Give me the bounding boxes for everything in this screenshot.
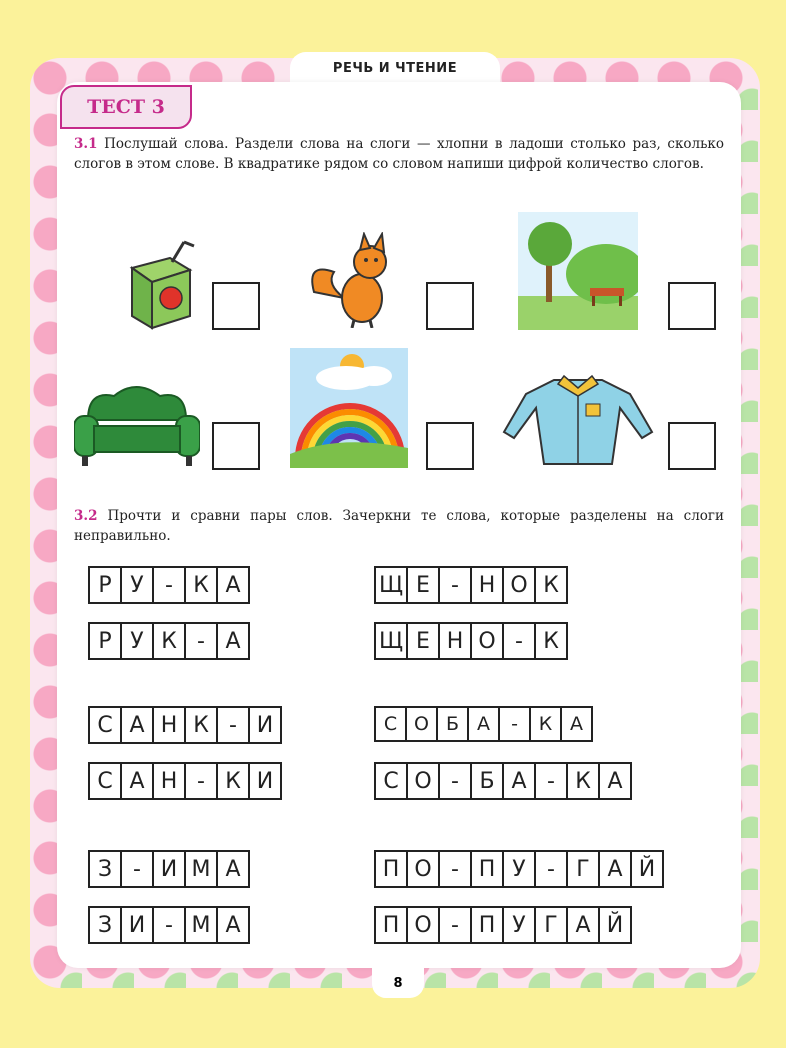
task-1-number: 3.1 bbox=[74, 136, 98, 152]
letter-cell: Н bbox=[440, 624, 472, 658]
letter-cell: О bbox=[408, 908, 440, 942]
sofa-icon bbox=[74, 380, 200, 468]
letter-cell: Н bbox=[154, 764, 186, 798]
letter-cell: Й bbox=[638, 856, 656, 882]
letter-cell: Б bbox=[472, 764, 504, 798]
letter-cell: А bbox=[568, 908, 600, 942]
letter-cell: - bbox=[440, 908, 472, 942]
letter-cell: - bbox=[536, 852, 568, 886]
letter-cell: Щ bbox=[376, 568, 408, 602]
letter-cell: К bbox=[568, 764, 600, 798]
letter-cell: А bbox=[225, 912, 241, 938]
syllable-count-box[interactable] bbox=[212, 282, 260, 330]
letter-cell: П bbox=[472, 908, 504, 942]
syllable-word[interactable] bbox=[88, 850, 250, 888]
task-1-instructions bbox=[74, 134, 724, 174]
letter-cell: А bbox=[225, 572, 241, 598]
letter-cell: А bbox=[504, 764, 536, 798]
syllable-word[interactable] bbox=[374, 566, 568, 604]
letter-cell: О bbox=[472, 624, 504, 658]
letter-cell: И bbox=[154, 852, 186, 886]
syllable-word[interactable] bbox=[374, 622, 568, 660]
syllable-word[interactable] bbox=[88, 906, 250, 944]
letter-cell: У bbox=[122, 568, 154, 602]
letter-cell: Щ bbox=[376, 624, 408, 658]
section-title: РЕЧЬ И ЧТЕНИЕ bbox=[290, 52, 500, 84]
letter-cell: А bbox=[122, 708, 154, 742]
letter-cell: П bbox=[376, 852, 408, 886]
letter-cell: А bbox=[570, 713, 583, 735]
letter-cell: И bbox=[256, 712, 274, 738]
letter-cell: - bbox=[186, 764, 218, 798]
letter-cell: Г bbox=[536, 908, 568, 942]
letter-cell: Г bbox=[568, 852, 600, 886]
letter-cell: О bbox=[408, 852, 440, 886]
task-2-number: 3.2 bbox=[74, 508, 98, 524]
letter-cell: - bbox=[186, 624, 218, 658]
test-label: ТЕСТ 3 bbox=[60, 85, 192, 129]
letter-cell: С bbox=[90, 764, 122, 798]
letter-cell: И bbox=[256, 768, 274, 794]
letter-cell: К bbox=[186, 708, 218, 742]
letter-cell: П bbox=[376, 908, 408, 942]
fox-icon bbox=[304, 232, 394, 328]
letter-cell: К bbox=[543, 628, 559, 654]
rainbow-icon bbox=[290, 348, 408, 468]
letter-cell: К bbox=[154, 624, 186, 658]
letter-cell: - bbox=[536, 764, 568, 798]
letter-cell: М bbox=[186, 852, 218, 886]
letter-cell: А bbox=[469, 708, 500, 740]
syllable-word[interactable] bbox=[374, 762, 632, 800]
shirt-icon bbox=[502, 372, 654, 468]
letter-cell: З bbox=[90, 852, 122, 886]
letter-cell: С bbox=[376, 764, 408, 798]
letter-cell: - bbox=[154, 568, 186, 602]
letter-cell: У bbox=[122, 624, 154, 658]
letter-cell: С bbox=[376, 708, 407, 740]
letter-cell: - bbox=[122, 852, 154, 886]
letter-cell: А bbox=[122, 764, 154, 798]
letter-cell: П bbox=[472, 852, 504, 886]
syllable-count-box[interactable] bbox=[668, 282, 716, 330]
park-icon bbox=[518, 212, 638, 330]
letter-cell: У bbox=[504, 908, 536, 942]
letter-cell: Р bbox=[90, 624, 122, 658]
letter-cell: Н bbox=[154, 708, 186, 742]
syllable-word[interactable] bbox=[88, 762, 282, 800]
letter-cell: - bbox=[218, 708, 250, 742]
syllable-count-box[interactable] bbox=[212, 422, 260, 470]
letter-cell: К bbox=[543, 572, 559, 598]
syllable-word[interactable] bbox=[374, 706, 593, 742]
syllable-word[interactable] bbox=[374, 906, 632, 944]
letter-cell: - bbox=[154, 908, 186, 942]
syllable-word[interactable] bbox=[88, 622, 250, 660]
task-2-instructions bbox=[74, 506, 724, 546]
letter-cell: А bbox=[225, 628, 241, 654]
letter-cell: К bbox=[186, 568, 218, 602]
syllable-count-box[interactable] bbox=[668, 422, 716, 470]
letter-cell: Е bbox=[408, 568, 440, 602]
task-1-text: Послушай слова. Раздели слова на слоги — хлопни в ладоши столько раз, сколько слогов в этом слове. В квадратике рядом со словом напиши цифрой количество слогов. bbox=[74, 136, 725, 172]
letter-cell: Е bbox=[408, 624, 440, 658]
page-number: 8 bbox=[372, 968, 424, 998]
letter-cell: И bbox=[122, 908, 154, 942]
letter-cell: У bbox=[504, 852, 536, 886]
syllable-word[interactable] bbox=[88, 706, 282, 744]
letter-cell: - bbox=[504, 624, 536, 658]
letter-cell: Н bbox=[472, 568, 504, 602]
task-2-text: Прочти и сравни пары слов. Зачеркни те слова, которые разделены на слоги неправильно. bbox=[74, 508, 724, 544]
letter-cell: - bbox=[440, 764, 472, 798]
letter-cell: К bbox=[218, 764, 250, 798]
letter-cell: Р bbox=[90, 568, 122, 602]
letter-cell: А bbox=[600, 852, 632, 886]
letter-cell: - bbox=[440, 852, 472, 886]
letter-cell: А bbox=[607, 768, 623, 794]
letter-cell: А bbox=[225, 856, 241, 882]
juice-box-icon bbox=[126, 240, 202, 332]
letter-cell: Б bbox=[438, 708, 469, 740]
letter-cell: - bbox=[500, 708, 531, 740]
syllable-word[interactable] bbox=[88, 566, 250, 604]
letter-cell: Й bbox=[606, 912, 624, 938]
letter-cell: О bbox=[504, 568, 536, 602]
syllable-count-box[interactable] bbox=[426, 282, 474, 330]
syllable-word[interactable] bbox=[374, 850, 664, 888]
syllable-count-box[interactable] bbox=[426, 422, 474, 470]
letter-cell: О bbox=[407, 708, 438, 740]
letter-cell: К bbox=[531, 708, 562, 740]
letter-cell: С bbox=[90, 708, 122, 742]
letter-cell: О bbox=[408, 764, 440, 798]
letter-cell: - bbox=[440, 568, 472, 602]
letter-cell: З bbox=[90, 908, 122, 942]
letter-cell: М bbox=[186, 908, 218, 942]
